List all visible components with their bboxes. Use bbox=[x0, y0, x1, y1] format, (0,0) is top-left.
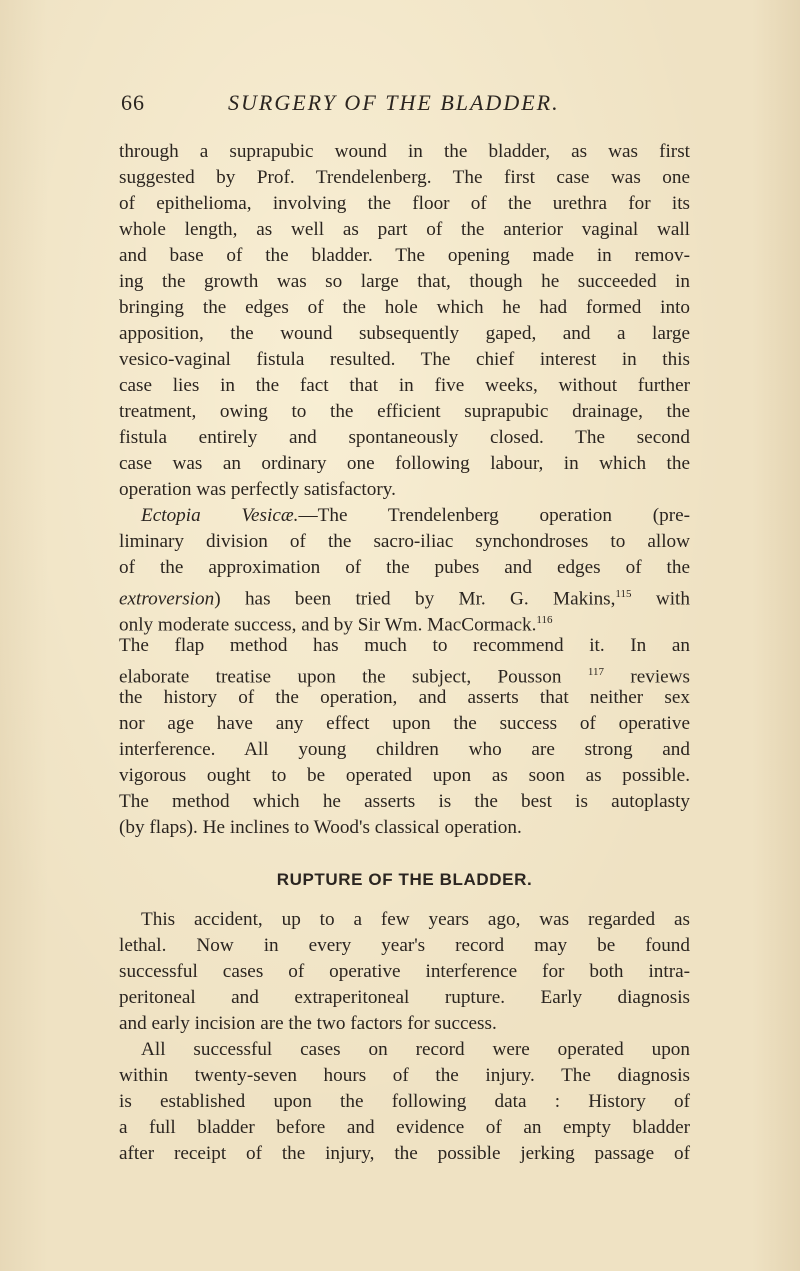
text-line: interference. All young children who are strong and bbox=[119, 739, 690, 760]
footnote-ref: 115 bbox=[615, 588, 632, 600]
text-line: whole length, as well as part of the anterior vaginal wall bbox=[119, 219, 690, 240]
text-line: through a suprapubic wound in the bladder, as was first bbox=[119, 141, 690, 162]
text-line: The method which he asserts is the best is autoplasty bbox=[119, 791, 690, 812]
paragraph-rupture-diagnosis bbox=[119, 1037, 690, 1167]
text-line: a full bladder before and evidence of an empty bladder bbox=[119, 1117, 690, 1138]
text-fragment: with bbox=[631, 588, 690, 610]
text-line: ing the growth was so large that, though he succeeded in bbox=[119, 271, 690, 292]
paragraph-trendelenberg-cases bbox=[119, 139, 690, 503]
text-line: and base of the bladder. The opening made in remov- bbox=[119, 245, 690, 266]
body-text bbox=[119, 139, 690, 1167]
text-line: bringing the edges of the hole which he had formed into bbox=[119, 297, 690, 318]
text-fragment: —The Trendelenberg operation (pre- bbox=[298, 505, 690, 526]
text-line: All successful cases on record were operated upon bbox=[141, 1039, 690, 1060]
text-line: apposition, the wound subsequently gaped, and a large bbox=[119, 323, 690, 344]
text-line: nor age have any effect upon the success of operative bbox=[119, 713, 690, 734]
text-line: vigorous ought to be operated upon as soon as possible. bbox=[119, 765, 690, 786]
text-line: This accident, up to a few years ago, was regarded as bbox=[141, 909, 690, 930]
text-line: case was an ordinary one following labour, in which the bbox=[119, 453, 690, 474]
text-line: The flap method has much to recommend it. In an bbox=[119, 635, 690, 656]
footnote-ref: 116 bbox=[536, 614, 553, 626]
text-line: of epithelioma, involving the floor of the urethra for its bbox=[119, 193, 690, 214]
text-line bbox=[119, 503, 690, 529]
text-line bbox=[119, 607, 690, 636]
text-line: treatment, owing to the efficient suprapubic drainage, the bbox=[119, 401, 690, 422]
running-title: SURGERY OF THE BLADDER. bbox=[228, 90, 560, 115]
text-fragment: reviews bbox=[603, 666, 690, 688]
section-heading: RUPTURE OF THE BLADDER. bbox=[276, 870, 533, 889]
text-line: within twenty-seven hours of the injury. The diagnosis bbox=[119, 1065, 690, 1086]
text-line: peritoneal and extraperitoneal rupture. Early diagnosis bbox=[119, 987, 690, 1008]
text-line: operation was perfectly satisfactory. bbox=[119, 479, 396, 500]
ectopia-title: Ectopia Vesicæ. bbox=[141, 505, 299, 526]
paragraph-rupture-intro bbox=[119, 907, 690, 1037]
text-line: successful cases of operative interference for both intra- bbox=[119, 961, 690, 982]
text-fragment: has been tried by Mr. G. Makins, bbox=[244, 588, 616, 610]
text-line: case lies in the fact that in five weeks, without further bbox=[119, 375, 690, 396]
text-line: vesico-vaginal fistula resulted. The chief interest in this bbox=[119, 349, 690, 370]
text-line: liminary division of the sacro-iliac synchondroses to allow bbox=[119, 531, 690, 552]
text-line: is established upon the following data : History of bbox=[119, 1091, 690, 1112]
text-line: suggested by Prof. Trendelenberg. The first case was one bbox=[119, 167, 690, 188]
page-number: 66 bbox=[121, 90, 145, 115]
running-head bbox=[0, 90, 800, 120]
italic-term: extroversion bbox=[119, 588, 215, 610]
footnote-ref: 117 bbox=[587, 666, 604, 678]
text-fragment: elaborate treatise upon the subject, Pousson bbox=[119, 666, 588, 688]
text-line: the history of the operation, and asserts that neither sex bbox=[119, 687, 690, 708]
text-line: fistula entirely and spontaneously closed. The second bbox=[119, 427, 690, 448]
text-line: after receipt of the injury, the possible jerking passage of bbox=[119, 1143, 690, 1164]
text-line: and early incision are the two factors for success. bbox=[119, 1013, 497, 1034]
text-line: lethal. Now in every year's record may be found bbox=[119, 935, 690, 956]
text-line: of the approximation of the pubes and edges of the bbox=[119, 557, 690, 578]
paragraph-ectopia-vesicae bbox=[119, 503, 690, 841]
text-line bbox=[119, 659, 690, 688]
text-line: extroversion) has been tried by Mr. G. Makins,$^{115}$ with bbox=[119, 588, 690, 610]
text-line: (by flaps). He inclines to Wood's classical operation. bbox=[119, 817, 522, 838]
text-fragment: only moderate success, and by Sir Wm. MacCormack. bbox=[119, 614, 537, 636]
